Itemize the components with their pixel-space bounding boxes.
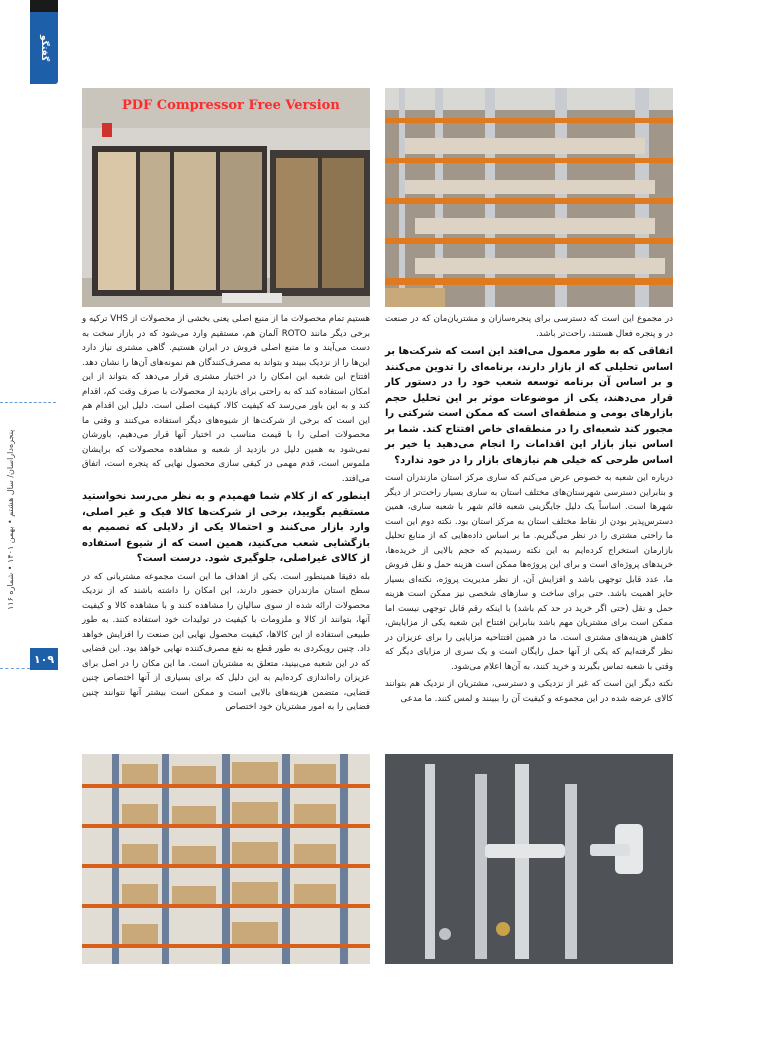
photo-warehouse-shelves-bottom [82, 754, 370, 964]
right-paragraph-2: درباره این شعبه به خصوص عرض می‌کنم که ساری مرکز استان مازندران است و بنابراین دسترسی شهرستان‌های مختلف استان به ساری بسیار راحت‌تر از دیگر شهرها است. اساساً یک دلیل جایگزینی شعبه قائم شهر با شعبه ساری، همین دسترس‌پذیر بودن از نقاط مختلف استان به مرکز استان بود. نکته دوم این است ما راحتی مشتری را در نظر می‌گیریم. ما بر اساس داده‌هایی که از منابع تحلیل بازارمان استخراج کرده‌ایم به این نکته رسیدیم که حجم بالایی از خریده‌ها، خریدهای پروژه‌ای است و برای این پروژه‌ها ممکن است هزینه حمل و نقل فروش ما، عدد قابل توجهی باشد و افزایش آن، از نظر مدیریت پروژه، نکته‌ای بسیار حایز اهمیت باشد. حتی برای ساخت و سازهای شخصی نیز ممکن است هزینه حمل و نقل (حتی اگر خرید در حد کم باشد) با اینکه رقم قابل توجهی نیست اما ممکن است برای مشتریان مهم باشد بنابراین افتتاح این شعبه یکی از مزایایش، کاهش هزینه‌های مشتری است. ما در همین افتتاحیه مزایایی را برای عزیزان در نظر گرفته‌ایم که یکی از آنها حمل رایگان است و یک سری از مزایای دیگر که وقتی با شعبه تماس بگیرند و خرید کنند، به آن‌ها اعلام می‌شود. [385, 473, 673, 672]
right-paragraph-1: در مجموع این است که دسترسی برای پنجره‌سازان و مشتریان‌مان که در صنعت در و پنجره فعال هستند، راحت‌تر باشد. [385, 314, 673, 339]
page-number-line [0, 668, 30, 669]
side-divider [0, 402, 56, 404]
right-paragraph-3: نکته دیگر این است که غیر از نزدیکی و دسترسی، مشتریان از نزدیک هم بتوانند کالای عرضه شده در این مجموعه و کیفیت آن را ببینند و لمس کنند. ما مدعی [385, 679, 673, 704]
left-question-highlight: اینطور که از کلام شما فهمیدم و به نظر می‌رسد نخواستید مستقیم بگویید، برخی از شرکت‌ها کالا فیک و غیر اصلی، وارد بازار می‌کنند و احتمالا یکی از دلایلی که تصمیم به بازگشایی شعب می‌کنید، همین است که از شیوع استفاده از کالای غیراصلی، جلوگیری شود. درست است؟ [82, 491, 370, 564]
article-column-right [385, 312, 673, 748]
section-tab [30, 12, 58, 84]
photo-warehouse-shelves-top [385, 88, 673, 307]
section-tab-label: گفتگو [39, 34, 49, 62]
door-hardware-illustration [385, 754, 673, 964]
photo-showroom-windows [82, 88, 370, 307]
photo-door-hardware [385, 754, 673, 964]
right-question-highlight: اتفاقی که به طور معمول می‌افتد این است که شرکت‌ها بر اساس تحلیلی که از بازار دارند، برنامه‌ای را تدوین می‌کنند و بر اساس آن برنامه توسعه شعب خود را در دستور کار قرار می‌دهند، یکی از موضوعات موثر بر این تحلیل حجم بازارهای بومی و منطقه‌ای است که ممکن است شرکتی را مجبور کند شعبه‌ای را در منطقه‌ای خاص افتتاح کند. شما بر اساس نیاز بازار این اقدامات را انجام می‌دهید یا خیر بر اساس طرحی که خیلی هم نیازهای بازار را در خود ندارد؟ [385, 346, 673, 466]
page-number: ۱۰۹ [30, 648, 58, 670]
pdf-watermark: PDF Compressor Free Version [122, 98, 340, 113]
article-column-left [82, 312, 370, 748]
left-paragraph-2: بله دقیقا همینطور است. یکی از اهداف ما این است مجموعه مشتریانی که در سطح استان مازندران حضور دارند، این امکان را داشته باشند که از نزدیک محصولات ارائه شده از سوی سالیان را مشاهده کنند و با مشاهده کالا و کیفیت آنها، بتوانند از کالا و ملزومات با کیفیت در تولیدات خود استفاده کنند. به طور طبیعی استفاده از این کالاها، کیفیت محصول نهایی این صنعت را افزایش خواهد داد. چنین رویکردی به طور قطع به نفع مصرف‌کننده نهایی خواهد بود. این فضایی که در این شعبه می‌بینید، متعلق به مشتریان است. ما این مکان را در اصل برای عزیزان راه‌اندازی کرده‌ایم به این دلیل که برای بسیاری از آنها اختصاص چنین فضایی، متضمن هزینه‌های بالایی است و ممکن است بیشتر آنها نتوانند چنین فضایی را به امور مشتریان خود اختصاص [82, 571, 370, 712]
showroom-windows-illustration [82, 88, 370, 307]
storage-racks-illustration [82, 754, 370, 964]
top-black-bar [30, 0, 58, 12]
warehouse-shelves-illustration [385, 88, 673, 307]
left-paragraph-1: هستیم تمام محصولات ما از منبع اصلی یعنی بخشی از محصولات از VHS ترکیه و برخی دیگر مانند ROTO آلمان هم، مستقیم وارد می‌شود که در بازار سخت به دست می‌آیند و ما منبع اصلی فروش در ایران هستیم. گاهی مشتری نیاز دارد این‌ها را از نزدیک ببیند و بتواند به مصرف‌کنندگان هم نمونه‌های آن‌ها را نشان دهد. افتتاح این شعبه این امکان را در اختیار مشتری قرار می‌دهد که بتواند از این امکان استفاده کند که به راحتی برای بازدید از محصولات با صرف وقت کم، اقدام کند و به این باور می‌رسد که کیفیت کالا، کیفیت اصلی است. دلیل این اقدام هم این است که برخی از شرکت‌ها از شیوه‌های دیگر استفاده می‌کنند و وقتی ما محصولات اصلی را با قیمت مناسب در اختیار آنها قرار می‌دهیم، باورشان نمی‌شود به همین دلیل در بازدید از شعبه و مشاهده محصولات که برایشان ملموس است، قدم مهمی در کیفی سازی محصول نهایی که پنجره است، اتفاق می‌افتد. [82, 314, 370, 484]
side-issue-info: پنجره‌داراﺳﺎن/ ﺳﺎل ﻫﺸﺘﻢ • بهمن ۱۴۰۱ • شماره ۱۱۶ [6, 429, 15, 611]
